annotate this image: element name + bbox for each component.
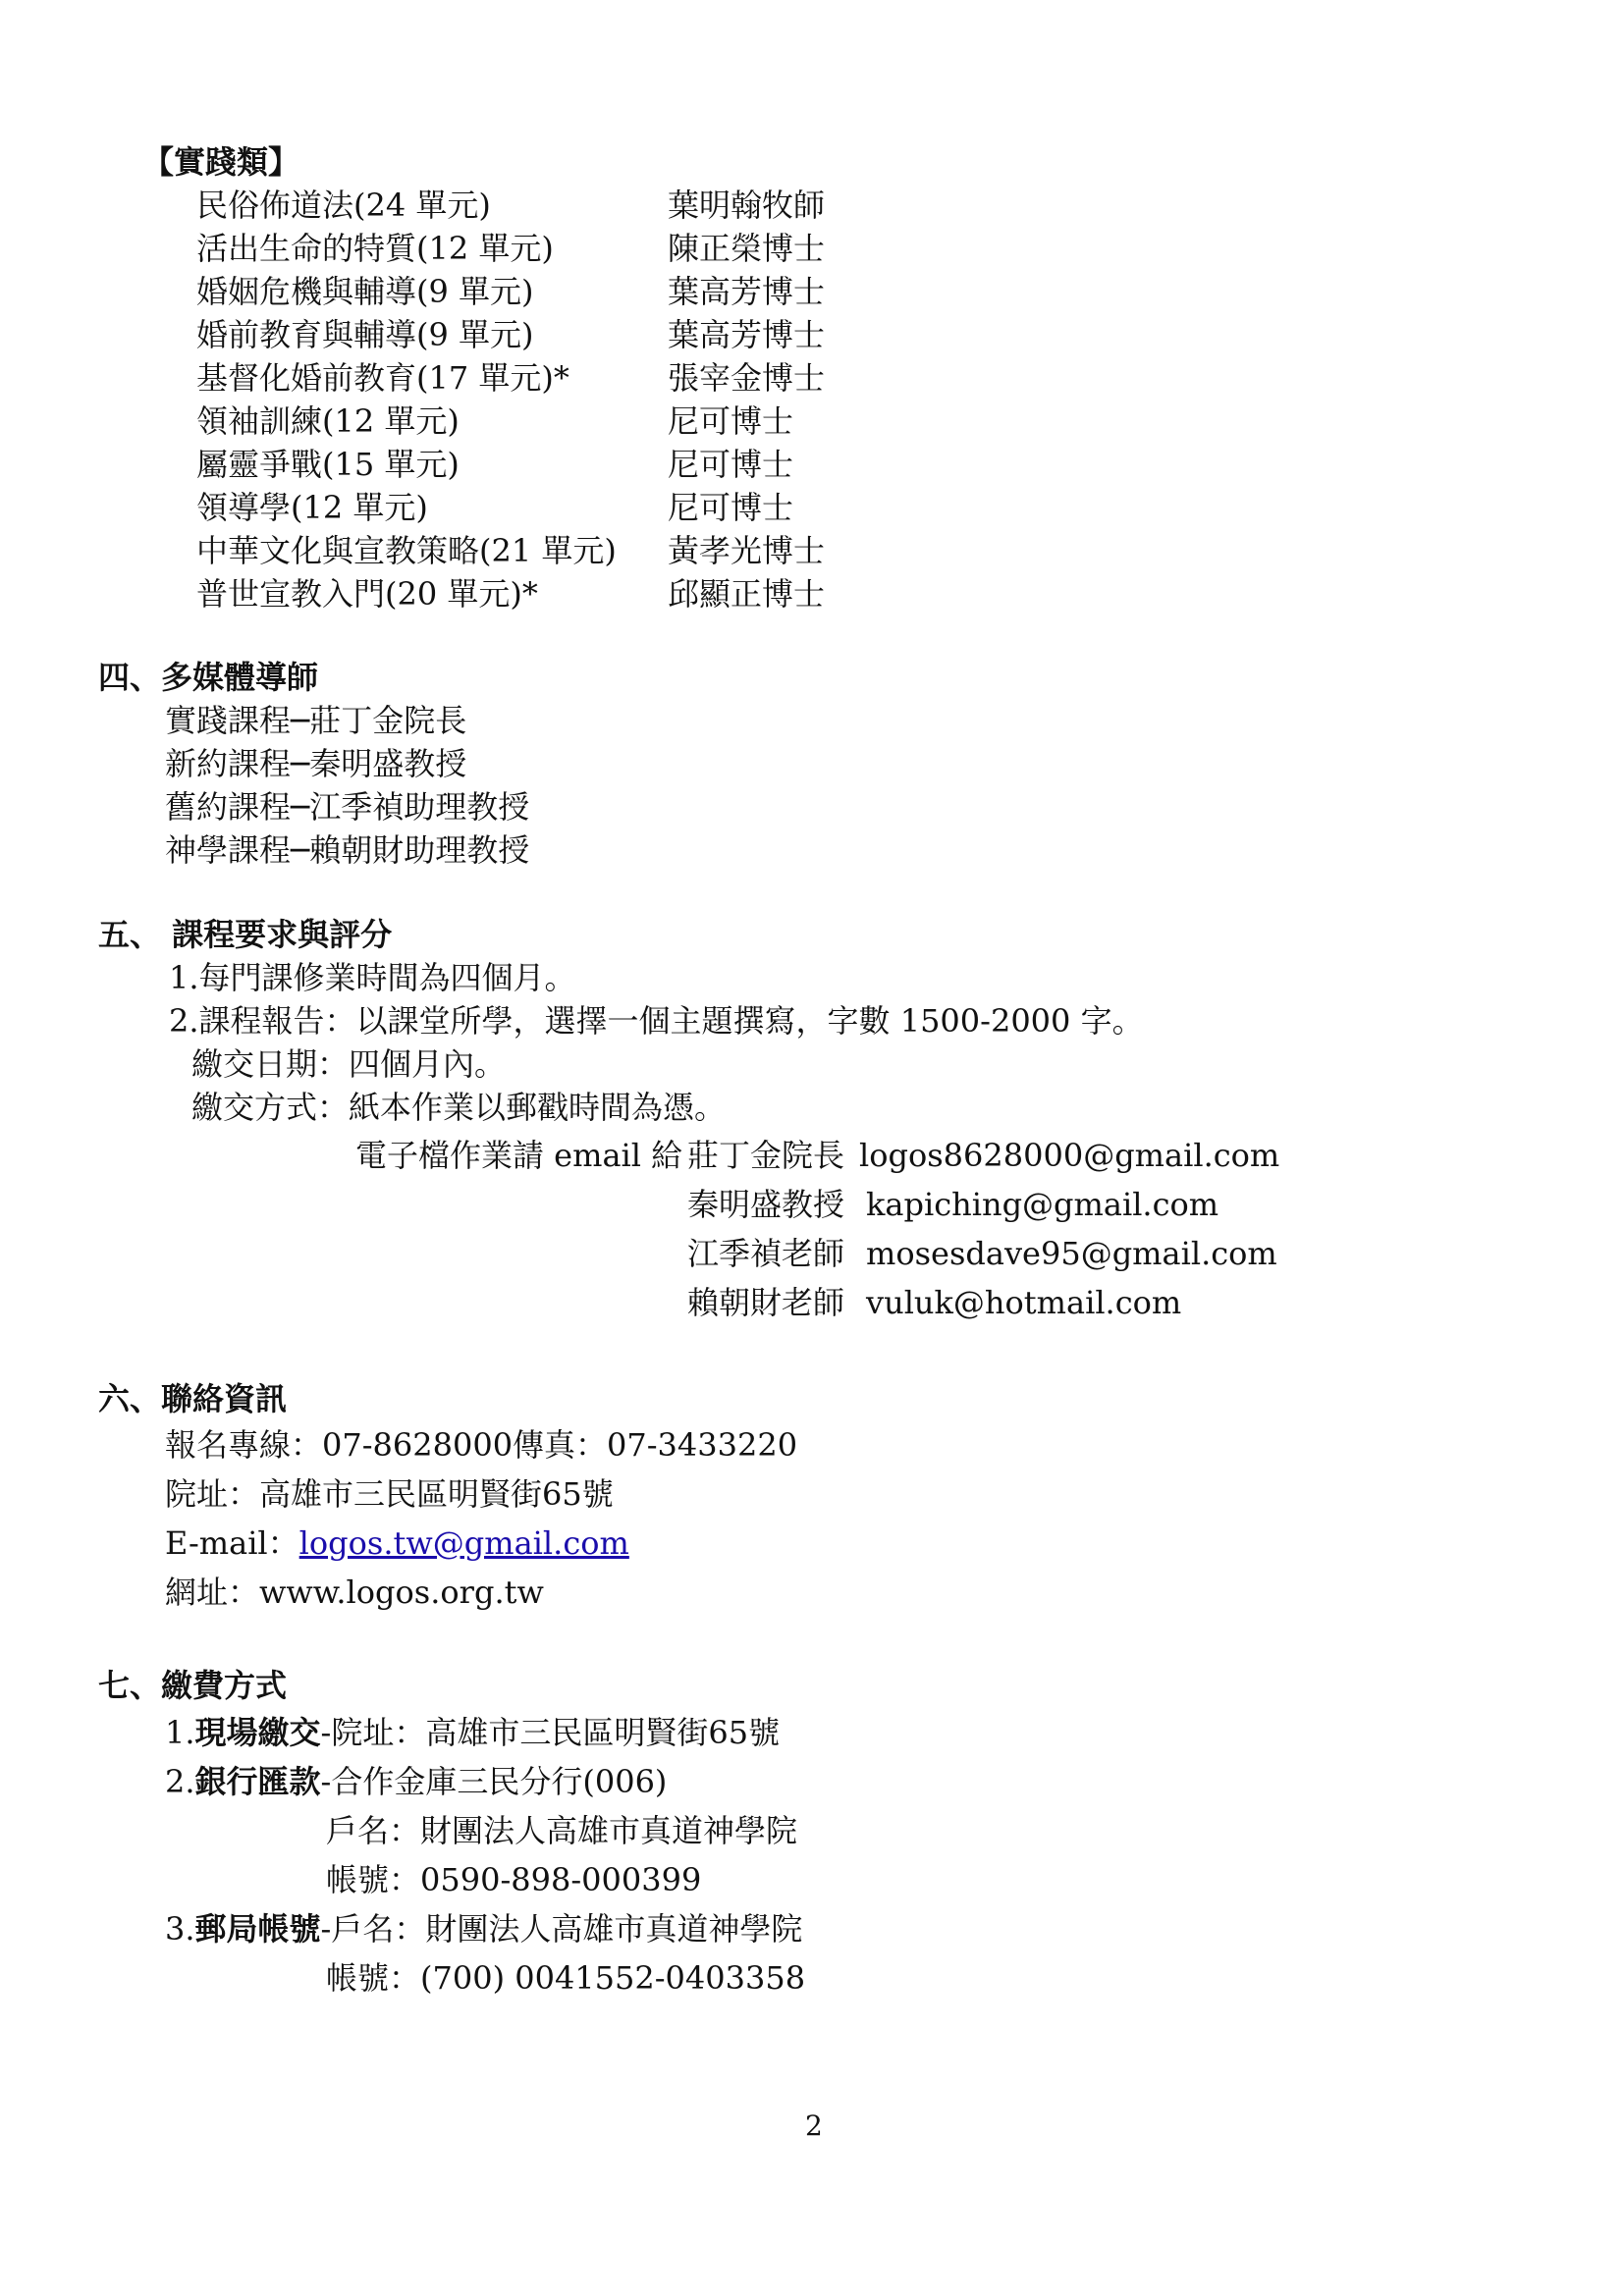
payment-heading: 七、繳費方式 — [98, 1667, 288, 1704]
email-intro: 電子檔作業請 email 給 — [355, 1137, 683, 1174]
due-date: 繳交日期：四個月內。 — [191, 1045, 507, 1083]
email-recipient-name: 莊丁金院長 — [687, 1137, 845, 1174]
course-teacher: 葉高芳博士 — [668, 316, 826, 353]
contact-website: 網址：www.logos.org.tw — [165, 1574, 544, 1611]
course-title: 婚前教育與輔導(9 單元) — [196, 316, 534, 353]
payment-bank-title: 銀行匯款 — [194, 1763, 321, 1800]
requirements-heading: 五、 課程要求與評分 — [98, 916, 393, 953]
payment-onsite-title: 現場繳交 — [194, 1714, 321, 1751]
payment-onsite-detail: -院址：高雄市三民區明賢街65號 — [320, 1714, 781, 1751]
course-title: 基督化婚前教育(17 單元)* — [196, 359, 569, 397]
course-title: 婚姻危機與輔導(9 單元) — [196, 273, 534, 310]
course-teacher: 陳正榮博士 — [668, 230, 826, 267]
requirement-item-1: 1.每門課修業時間為四個月。 — [169, 959, 576, 996]
email-recipient-name: 秦明盛教授 — [687, 1186, 845, 1223]
contact-fax: 傳真：07-3433220 — [513, 1426, 798, 1464]
payment-onsite-num: 1. — [165, 1714, 195, 1751]
mentors-heading: 四、多媒體導師 — [98, 659, 319, 696]
email-recipient-address[interactable]: vuluk@hotmail.com — [866, 1284, 1182, 1321]
payment-bank-account-name: 戶名：財團法人高雄市真道神學院 — [326, 1812, 798, 1849]
course-teacher: 邱顯正博士 — [668, 575, 826, 613]
contact-email-link[interactable]: logos.tw@gmail.com — [298, 1524, 629, 1562]
contact-address: 院址：高雄市三民區明賢街65號 — [165, 1475, 614, 1513]
course-title: 普世宣教入門(20 單元)* — [196, 575, 538, 613]
course-title: 屬靈爭戰(15 單元) — [196, 446, 460, 483]
course-teacher: 葉明翰牧師 — [668, 187, 826, 224]
course-title: 領袖訓練(12 單元) — [196, 402, 460, 440]
course-teacher: 尼可博士 — [668, 489, 794, 526]
contact-email-label: E-mail： — [165, 1524, 299, 1562]
course-title: 民俗佈道法(24 單元) — [196, 187, 491, 224]
course-title: 領導學(12 單元) — [196, 489, 428, 526]
email-recipient-address[interactable]: mosesdave95@gmail.com — [866, 1235, 1277, 1272]
payment-post-title: 郵局帳號 — [194, 1910, 321, 1948]
course-title: 中華文化與宣教策略(21 單元) — [196, 532, 617, 569]
email-recipient-name: 賴朝財老師 — [687, 1284, 845, 1321]
email-recipient-address[interactable]: logos8628000@gmail.com — [859, 1137, 1280, 1174]
payment-post-detail: -戶名：財團法人高雄市真道神學院 — [320, 1910, 803, 1948]
contact-email-row — [165, 1523, 629, 1563]
payment-post-account-number: 帳號：(700) 0041552-0403358 — [326, 1959, 806, 1997]
contact-heading: 六、聯絡資訊 — [98, 1380, 288, 1417]
payment-bank-detail: -合作金庫三民分行(006) — [320, 1763, 668, 1800]
course-teacher: 葉高芳博士 — [668, 273, 826, 310]
payment-post-num: 3. — [165, 1910, 195, 1948]
course-teacher: 黃孝光博士 — [668, 532, 826, 569]
mentor-item: 舊約課程─江季禎助理教授 — [165, 788, 530, 826]
mentor-item: 實踐課程─莊丁金院長 — [165, 702, 467, 739]
course-teacher: 張宰金博士 — [668, 359, 826, 397]
payment-post — [165, 1909, 802, 1949]
course-teacher: 尼可博士 — [668, 446, 794, 483]
payment-onsite — [165, 1713, 780, 1752]
mentor-item: 神學課程─賴朝財助理教授 — [165, 831, 530, 869]
requirement-item-2: 2.課程報告：以課堂所學，選擇一個主題撰寫，字數 1500-2000 字。 — [169, 1002, 1144, 1040]
page-number: 2 — [805, 2109, 823, 2142]
email-recipient-name: 江季禎老師 — [687, 1235, 845, 1272]
payment-bank-account-number: 帳號：0590-898-000399 — [326, 1861, 702, 1898]
course-teacher: 尼可博士 — [668, 402, 794, 440]
submission-method: 繳交方式：紙本作業以郵戳時間為憑。 — [191, 1089, 727, 1126]
email-recipient-address[interactable]: kapiching@gmail.com — [866, 1186, 1219, 1223]
practice-heading: 【實踐類】 — [142, 143, 300, 181]
payment-bank — [165, 1762, 667, 1801]
contact-phone: 報名專線：07-8628000 — [165, 1426, 514, 1464]
payment-bank-num: 2. — [165, 1763, 195, 1800]
course-title: 活出生命的特質(12 單元) — [196, 230, 554, 267]
mentor-item: 新約課程─秦明盛教授 — [165, 745, 467, 782]
